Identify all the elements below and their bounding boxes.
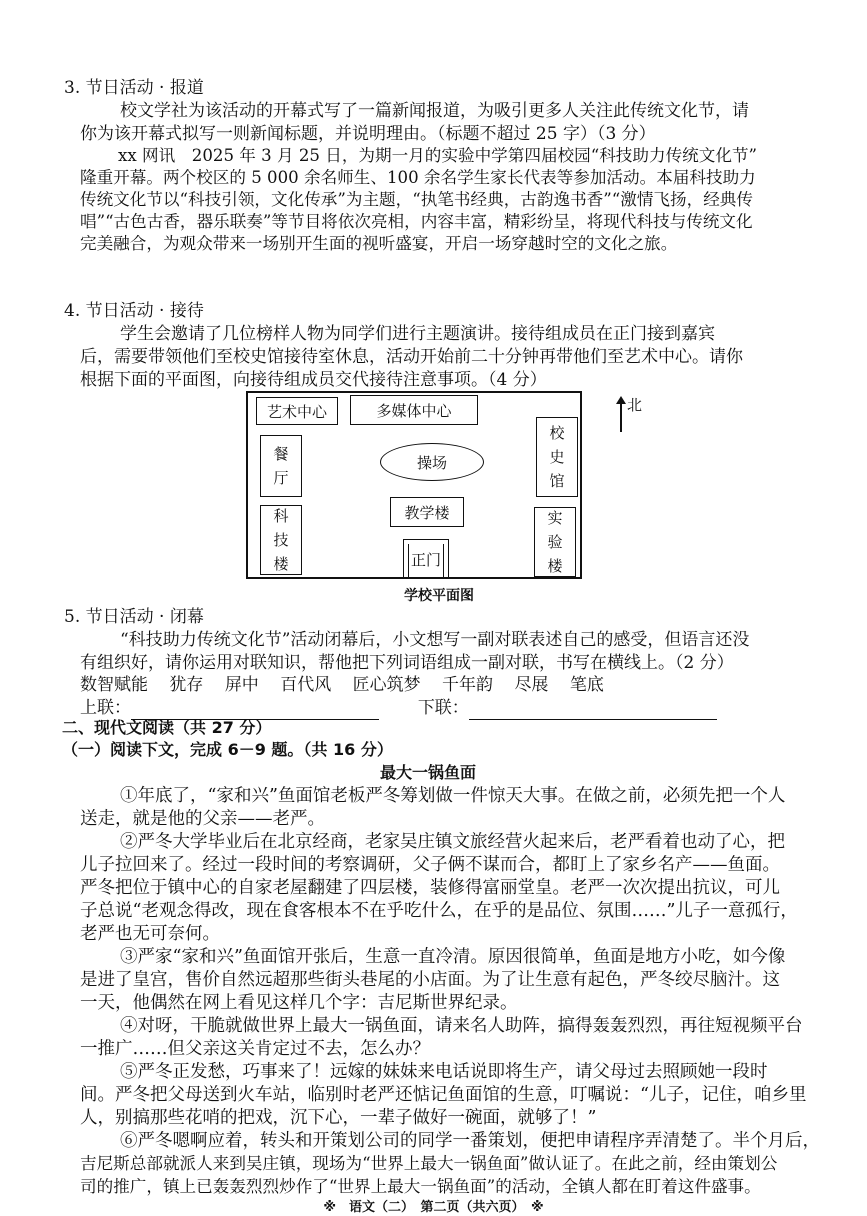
q3-news-1: xx 网讯 2025 年 3 月 25 日，为期一月的实验中学第四届校园“科技助力传统文化节”: [118, 146, 758, 165]
q5-line-2: 有组织好，请你运用对联知识，帮他把下列词语组成一副对联，书写在横线上。（2 分）: [80, 653, 734, 673]
q3-news-5: 完美融合，为观众带来一场别开生面的视听盛宴，开启一场穿越时空的文化之旅。: [80, 234, 678, 253]
article-line: 吉尼斯总部就派人来到吴庄镇，现场为“世界上最大一锅鱼面”做认证了。在此之前，经由策划公: [80, 1154, 778, 1173]
q5-word: 匠心筑梦: [352, 675, 421, 695]
map-caption: 学校平面图: [404, 588, 474, 604]
article-line: 送走，就是他的父亲——老严。: [80, 809, 325, 829]
article-line: 儿子拉回来了。经过一段时间的考察调研，父子俩不谋而合，都盯上了家乡名产——鱼面。: [80, 855, 780, 875]
q5-word: 百代风: [280, 675, 332, 695]
map-canteen-char: 厅: [273, 469, 289, 487]
section2-part1: （一）阅读下文，完成 6－9 题。（共 16 分）: [62, 740, 393, 759]
map-science-char: 技: [273, 531, 289, 549]
article-line: 严冬把位于镇中心的自家老屋翻建了四层楼，装修得富丽堂皇。老严一次次提出抗议，可儿: [80, 878, 780, 898]
article-line: ③严家“家和兴”鱼面馆开张后，生意一直冷清。原因很简单，鱼面是地方小吃，如今像: [120, 947, 786, 967]
section2-title: 二、现代文阅读（共 27 分）: [62, 718, 272, 737]
map-lab-char: 楼: [547, 557, 563, 575]
article-line: 子总说“老观念得改，现在食客根本不在乎吃什么，在乎的是品位、氛围……”儿子一意孤行，: [80, 901, 798, 921]
q3-news-4: 唱”“古色古香，器乐联奏”等节目将依次亮相，内容丰富，精彩纷呈，将现代科技与传统文化: [80, 212, 753, 231]
q3-line-2: 你为该开幕式拟写一则新闻标题，并说明理由。（标题不超过 25 字）（3 分）: [80, 124, 656, 144]
lower-couplet-blank[interactable]: [469, 701, 717, 720]
q5-word: 犹存: [169, 675, 204, 695]
map-north-label: 北: [627, 396, 643, 414]
map-gate-label: 正门: [410, 551, 441, 569]
q3-news-2: 隆重开幕。两个校区的 5 000 余名师生、100 余名学生家长代表等参加活动。本届科技助力: [80, 168, 756, 187]
map-playground: 操场: [380, 443, 484, 481]
article-line: 间。严冬把父母送到火车站，临别时老严还惦记鱼面馆的生意，叮嘱说：“儿子，记住，咱乡里: [80, 1085, 807, 1105]
article-line: 是进了皇宫，售价自然远超那些街头巷尾的小店面。为了让生意有起色，严冬绞尽脑汁。这: [80, 970, 780, 990]
article-line: 一天，他偶然在网上看见这样几个字：吉尼斯世界纪录。: [80, 993, 518, 1013]
article-line: 人，别搞那些花哨的把戏，沉下心，一辈子做好一碗面，就够了！”: [80, 1108, 597, 1128]
map-main-gate: [403, 539, 449, 579]
q3-title: 3. 节日活动 · 报道: [64, 78, 204, 98]
article-line: 一推广……但父亲这关肯定过不去，怎么办？: [80, 1039, 430, 1059]
map-history-hall: [536, 417, 578, 497]
lower-couplet-label: 下联：: [417, 698, 469, 718]
q3-news-3: 传统文化节以“科技引领，文化传承”为主题，“执笔书经典，古韵逸书香”“激情飞扬，经典传: [80, 190, 753, 209]
map-history-char: 馆: [549, 472, 565, 490]
article-line: ①年底了，“家和兴”鱼面馆老板严冬筹划做一件惊天大事。在做之前，必须先把一个人: [120, 786, 786, 806]
article-line: 司的推广，镇上已轰轰烈烈炒作了“世界上最大一锅鱼面”的活动，全镇人都在盯着这件盛事。: [80, 1177, 761, 1196]
q5-word: 笔底: [569, 675, 604, 695]
q3-line-1: 校文学社为该活动的开幕式写了一篇新闻报道，为吸引更多人关注此传统文化节，请: [120, 101, 749, 121]
map-lab-building: [534, 507, 576, 577]
map-lab-char: 验: [547, 533, 563, 551]
north-arrow-icon: [620, 398, 622, 432]
article-title: 最大一锅鱼面: [380, 763, 477, 782]
q5-word: 尽展: [514, 675, 549, 695]
map-science-char: 楼: [273, 555, 289, 573]
page-footer: ※ 语文（二） 第二页（共六页） ※: [323, 1200, 544, 1215]
q4-line-3: 根据下面的平面图，向接待组成员交代接待注意事项。（4 分）: [80, 370, 547, 390]
q5-words: [80, 673, 604, 697]
article-line: ②严冬大学毕业后在北京经商，老家吴庄镇文旅经营火起来后，老严看着也动了心，把: [120, 832, 785, 852]
map-history-char: 校: [549, 424, 565, 442]
map-teaching-building: 教学楼: [390, 497, 464, 527]
article-line: ④对呀，干脆就做世界上最大一锅鱼面，请来名人助阵，搞得轰轰烈烈，再往短视频平台: [120, 1016, 803, 1036]
article-line: ⑤严冬正发愁，巧事来了！远嫁的妹妹来电话说即将生产，请父母过去照顾她一段时: [120, 1062, 768, 1082]
map-science-char: 科: [273, 507, 289, 525]
map-lab-char: 实: [547, 509, 563, 527]
map-multimedia-center: 多媒体中心: [350, 395, 478, 425]
map-canteen: [260, 435, 302, 497]
q5-word: 屏中: [224, 675, 259, 695]
map-science-building: [260, 505, 302, 575]
q5-word: 千年韵: [442, 675, 494, 695]
map-art-center: 艺术中心: [256, 397, 338, 425]
map-canteen-char: 餐: [273, 445, 289, 463]
map-history-char: 史: [549, 448, 565, 466]
article-line: 老严也无可奈何。: [80, 924, 220, 944]
q4-line-1: 学生会邀请了几位榜样人物为同学们进行主题演讲。接待组成员在正门接到嘉宾: [120, 324, 715, 344]
q5-title: 5. 节日活动 · 闭幕: [64, 607, 204, 627]
q5-line-1: “科技助力传统文化节”活动闭幕后，小文想写一副对联表述自己的感受，但语言还没: [120, 630, 750, 650]
q4-line-2: 后，需要带领他们至校史馆接待室休息，活动开始前二十分钟再带他们至艺术中心。请你: [80, 347, 743, 367]
article-line: ⑥严冬嗯啊应着，转头和开策划公司的同学一番策划，便把申请程序弄清楚了。半个月后，: [120, 1131, 820, 1151]
q5-word: 数智赋能: [80, 675, 148, 695]
upper-couplet-label: 上联：: [80, 698, 131, 718]
q4-title: 4. 节日活动 · 接待: [64, 301, 204, 321]
school-map: [246, 391, 582, 579]
